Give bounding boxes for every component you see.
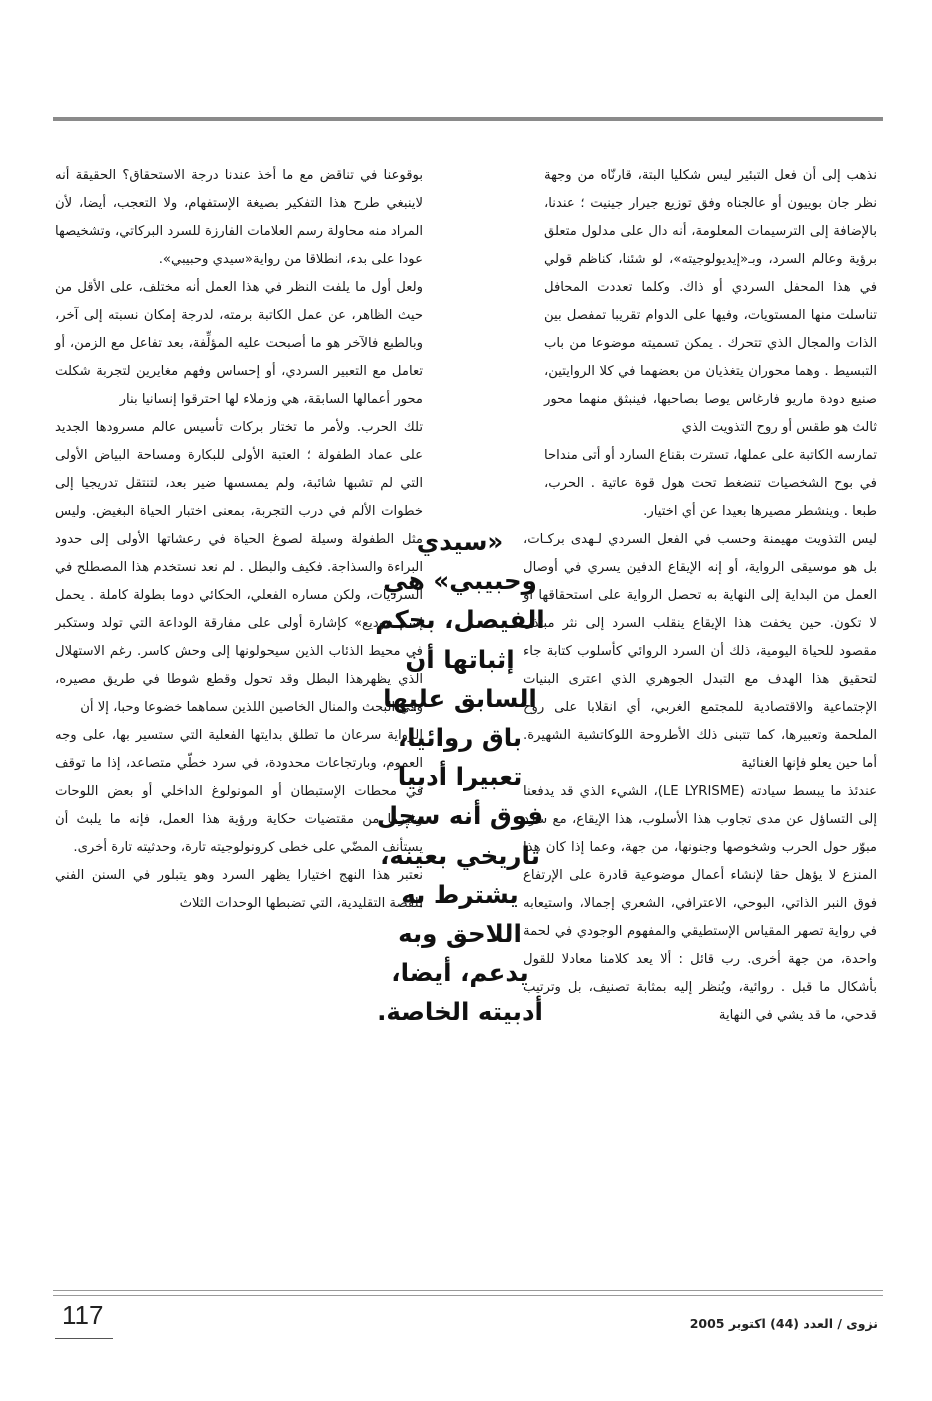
paragraph: بوقوعنا في تناقض مع ما أخذ عندنا درجة الاستحقاق؟ الحقيقة أنه لاينبغي طرح هذا التفكير بصيغة الإستفهام، ولا التعجب، أيضا، لأن المراد منه محاولة رسم العلامات الفارزة للسرد البركاتي، وتشخيصها عودا على بدء، انطلاقا من رواية«سيدي وحبيبي». <box>55 168 423 267</box>
paragraph: عندئذ ما يبسط سيادته (LE LYRISME)، الشيء الذي قد يدفعنا إلى التساؤل عن مدى تجاوب هذا الأسلوب، هذا الإيقاع، مع سرد مبوّر حول الحرب وشخوصها وجنونها، من جهة، وعما إذا كان هذا المنزع لا يؤهل حقا لإنشاء أعمال موضوعية قادرة على الإرتفاع فوق النبر الذاتي، البوحي، الاعترافي، الشعري إجمالا، واستيعابه في رواية تصهر المقياس الإستطيقي والمفهوم الوجودي في لحمة واحدة، من جهة أخرى. رب قائل : ألا يعد كلامنا معادلا للقول بأشكال ما قبل . روائية، ويُنظر إليه بمثابة تصنيف، بل وترتيب قدحي، ما قد يشي في النهاية <box>523 784 878 1023</box>
page-number-underline <box>55 1338 113 1339</box>
paragraph: نذهب إلى أن فعل التبئير ليس شكليا البتة، قارنّاه من وجهة نظر جان بوييون أو عالجناه وفق توزيع جيرار جينيت ؛ عندنا، بالإضافة إلى الترسيمات المعلومة، أنه دال على مدلول متعلق برؤية وعالم السرد، وبـ«إيديولوجيته»، لو شئنا، كناظم قولي في هذا المحفل السردي أو ذاك. وكلما تعددت المحافل تناسلت منها المستويات، وفيها على الدوام تقريبا تمفصل بين الذات والمجال الذي تتحرك . يمكن تسميته موضوعا من باب التبسيط . وهما محوران يتغذيان من بعضهما في كلا الروايتين، صنيع دودة ماريو فارغاس يوصا بصاحبها، فينبثق منهما محور ثالث هو طقس أو روح التذويت الذي <box>544 168 877 435</box>
page-number: 117 <box>62 1300 104 1330</box>
footer-rule <box>53 1290 883 1291</box>
issue-info: نزوى / العدد (44) اكتوبر 2005 <box>689 1316 878 1331</box>
paragraph: ليس التذويت مهيمنة وحسب في الفعل السردي لـهدى بركـات، بل هو موسيقى الرواية، أو إنه الإيقاع الدفين يسري في أوصال العمل من البداية إلى النهاية به تحصل الرواية على استحقاقها أو لا تكون. حين يخفت هذا الإيقاع ينقلب السرد إلى نثر مبتذل مقصود للحياة اليومية، ذلك أن السرد الروائي كأسلوب كتابة جاء لتحقيق هذا الهدف مع التبدل الجوهري الذي اعترى البنيات الإجتماعية والاقتصادية للمجتمع الغربي، أي انقلابا على روح الملحمة وتعبيرها، كما تتبنى ذلك الأطروحة اللوكاتشية الشهيرة. أما حين يعلو فإنها الغنائية <box>523 532 877 771</box>
article-column-right <box>523 162 877 1030</box>
article-column-left <box>55 162 423 918</box>
paragraph: ولعل أول ما يلفت النظر في هذا العمل أنه مختلف، على الأقل من حيث الظاهر، عن عمل الكاتبة برمته، لدرجة إمكان نسبته إلى آخر، وبالطبع فالآخر هو ما أصبحت عليه المؤلِّفة، بعد تفاعل مع الزمن، أو تعامل مع التعبير السردي، أو إحساس وفهم مغايرين لتجربة شكلت محور أعمالها السابقة، هي وزملاء لها احترقوا إنسانيا بنار <box>55 280 423 407</box>
pull-quote: «سيدي وحبيبي» هي الفيصل، بحكم إثباتها أن السابق عليها باق روائيا، تعبيرا أدبيا فوق أنه سجل تاريخي بعينه، يشترط به اللاحق وبه يدعم، أيضا، أدبيته الخاصة. <box>375 527 545 1027</box>
paragraph: تمارسه الكاتبة على عملها، تسترت بقناع السارد أو أتى منداحا في بوح الشخصيات تنضغط تحت هول قوة عاتية . الحرب، طبعا . وينشطر مصيرها بعيدا عن أي اختيار. <box>544 448 877 519</box>
top-rule <box>53 117 883 121</box>
footer-rule <box>53 1295 883 1296</box>
paragraph: الرواية سرعان ما تطلق بدايتها الفعلية التي ستسير بها، على وجه العموم، وبارتجاعات محدودة، في سرد خطّي متصاعد، إذا ما توقف في محطات الإستبطان أو المونولوغ الداخلي أو بعض اللوحات وغيرها من مقتضيات حكاية ورؤية هذا العمل، فإنه ما يلبث أن يستأنف المضّي على خطى كرونولوجيته تارة، وحدثيته تارة أخرى. <box>55 728 423 855</box>
paragraph: نعتبر هذا النهج اختيارا يظهر السرد وهو يتبلور في السنن الفني للقصة التقليدية، التي تضبطها الوحدات الثلاث <box>55 868 423 911</box>
paragraph: تلك الحرب. ولأمر ما تختار بركات تأسيس عالم مسرودها الجديد على عماد الطفولة ؛ العتبة الأولى للبكارة ومساحة البياض الأولى التي لم تشبها شائبة، ولم يمسسها ضير بعد، لتنتقل تدريجيا إلى خطوات الألم في درب التجربة، بمعنى اختبار الحياة البغيض. وليس مثل الطفولة وسيلة لصوغ الحياة في رعشاتها الأولى إلى حدود البراءة والسذاجة. فكيف والبطل . لم نعد نستخدم هذا المصطلح في السرديات، ولكن مساره الفعلي، الحكائي دوما بطولة كاملة . يحمل إسم «وديع» كإشارة أولى على مفارقة الوداعة التي تولد وستكبر في محيط الذئاب الذين سيحولونها إلى وحش كاسر. رغم الاستهلال الذي يظهرهذا البطل وقد تحول وقطع شوطا في طريق مصيره، وفي البحث والمنال الخاصين اللذين سماهما خضوعا وحبا، إلا أن <box>55 420 423 715</box>
